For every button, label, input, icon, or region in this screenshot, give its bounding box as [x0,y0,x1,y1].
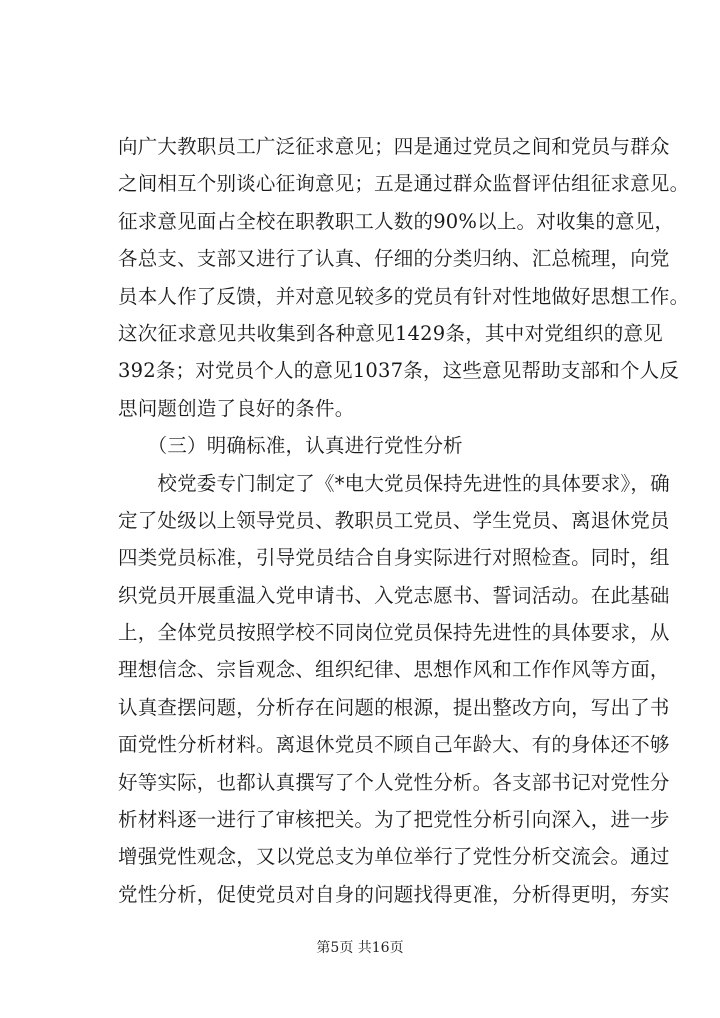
text-line: 理想信念、宗旨观念、组织纪律、思想作风和工作作风等方面， [118,658,670,682]
text-line: 认真查摆问题，分析存在问题的根源，提出整改方向，写出了书 [118,695,670,719]
text-line: 向广大教职员工广泛征求意见；四是通过党员之间和党员与群众 [118,135,670,158]
text-line: 织党员开展重温入党申请书、入党志愿书、誓词活动。在此基础 [118,583,670,607]
text-line: 好等实际，也都认真撰写了个人党性分析。各支部书记对党性分 [118,770,670,794]
text-line: 上，全体党员按照学校不同岗位党员保持先进性的具体要求，从 [118,621,670,645]
text-line: 征求意见面占全校在职教职工人数的90%以上。对收集的意见， [118,209,675,233]
section-heading: （三）明确标准，认真进行党性分析 [118,434,463,458]
text-line: 四类党员标准，引导党员结合自身实际进行对照检查。同时，组 [118,546,670,570]
page-footer: 第5页 共16页 [316,940,404,956]
text-line: 之间相互个别谈心征询意见；五是通过群众监督评估组征求意见。 [118,172,690,196]
text-line: 思问题创造了良好的条件。 [118,396,355,420]
body-text [118,128,690,913]
text-line: 各总支、支部又进行了认真、仔细的分类归纳、汇总梳理，向党 [118,247,670,271]
text-line: 员本人作了反馈，并对意见较多的党员有针对性地做好思想工作。 [118,284,690,308]
text-line: 增强党性观念，又以党总支为单位举行了党性分析交流会。通过 [118,845,670,869]
text-line: 析材料逐一进行了审核把关。为了把党性分析引向深入，进一步 [118,808,670,832]
text-line: 党性分析，促使党员对自身的问题找得更准，分析得更明，夯实 [118,882,670,906]
text-line: 这次征求意见共收集到各种意见1429条，其中对党组织的意见 [118,321,663,345]
text-line: 校党委专门制定了《*电大党员保持先进性的具体要求》，确 [118,471,670,495]
text-line: 面党性分析材料。离退休党员不顾自己年龄大、有的身体还不够 [118,733,670,757]
text-line: 392条；对党员个人的意见1037条，这些意见帮助支部和个人反 [118,359,680,383]
text-line: 定了处级以上领导党员、教职员工党员、学生党员、离退休党员 [118,508,670,532]
